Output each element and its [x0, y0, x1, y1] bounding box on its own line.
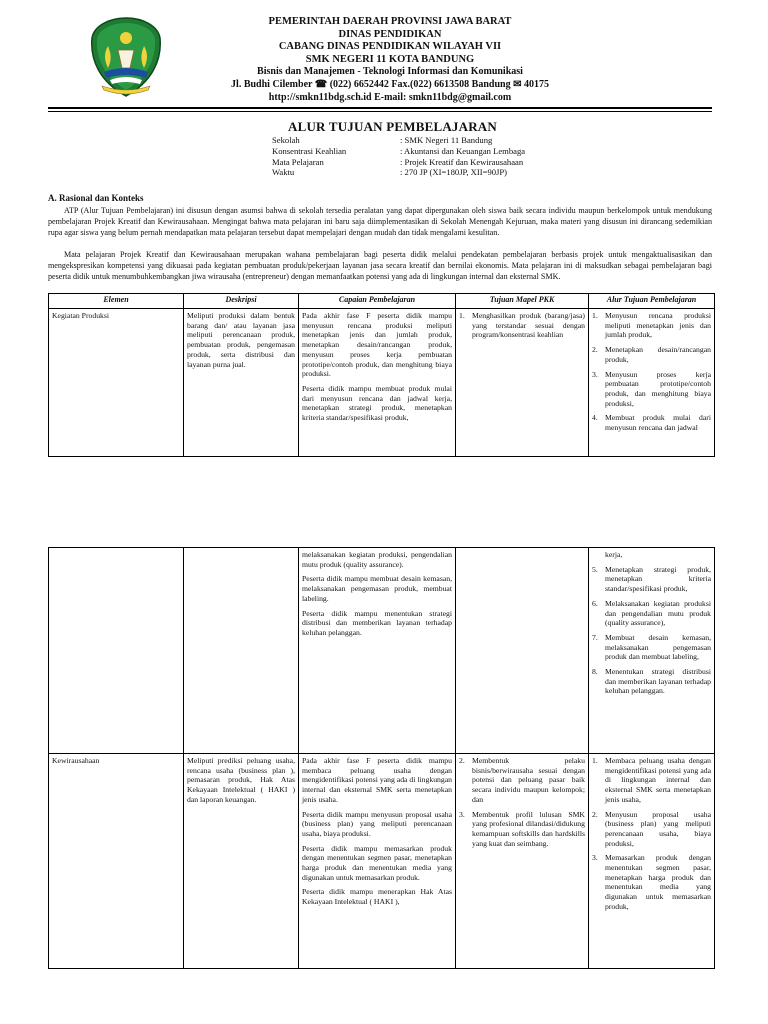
list-item: [592, 599, 711, 628]
list-item: [592, 667, 711, 696]
list-number: 1.: [592, 311, 598, 320]
tujuan-cell: [456, 548, 589, 754]
meta-value: : Akuntansi dan Keuangan Lembaga: [400, 145, 526, 156]
list-number: 2.: [459, 756, 465, 765]
list-text: kerja,: [605, 550, 623, 559]
list-number: 8.: [592, 667, 598, 677]
capaian-paragraph: Peserta didik mampu memasarkan produk dengan menentukan segmen pasar, menetapkan harga produk dan menentukan media yang digunakan untuk memasarkan produk.: [302, 843, 452, 882]
meta-row: [272, 146, 525, 157]
list-item: [592, 810, 711, 849]
alur-cell: [589, 309, 715, 457]
list-number: 4.: [592, 413, 598, 423]
list-text: Menghasilkan produk (barang/jasa) yang terstandar sesuai dengan program/konsentrasi keahlian: [472, 311, 585, 340]
list-text: Membaca peluang usaha dengan mengidentifikasi potensi yang ada di lingkungan internal dan eksternal SMK serta menetapkan jenis usaha,: [605, 756, 711, 804]
list-item: [592, 345, 711, 364]
list-item: [592, 550, 711, 560]
list-text: Memasarkan produk dengan menentukan segmen pasar, menetapkan harga produk dan menentukan media yang digunakan untuk memasarkan produk,: [605, 853, 711, 911]
list-number: 5.: [592, 564, 598, 574]
list-number: 6.: [592, 598, 598, 608]
tujuan-cell: [456, 754, 589, 969]
list-item: [459, 810, 585, 849]
letterhead-line-6: Jl. Budhi Cilember ☎ (022) 6652442 Fax.(022) 6613508 Bandung ✉ 40175: [231, 78, 549, 90]
list-number: 7.: [592, 632, 598, 642]
atp-table-page-1: [48, 293, 715, 457]
meta-key: Waktu: [272, 167, 295, 178]
list-item: [592, 633, 711, 662]
list-number: 2.: [592, 345, 598, 355]
atp-table-page-2: [48, 547, 715, 969]
list-text: Membuat produk mulai dari menyusun rencana dan jadwal: [605, 413, 711, 433]
capaian-paragraph: Peserta didik mampu membuat desain kemasan, melaksanakan pengemasan produk, membuat labeling.: [302, 574, 452, 603]
deskripsi-cell: Meliputi produksi dalam bentuk barang dan/ atau layanan jasa meliputi perencanaan produk, pembuatan produk, pengemasan produk, serta distribusi dan layanan purna jual.: [184, 309, 299, 457]
column-header: Deskripsi: [184, 294, 299, 309]
table-row: [49, 754, 715, 969]
list-number: 2.: [592, 809, 598, 819]
list-item: [592, 311, 711, 340]
column-header: Capaian Pembelajaran: [299, 294, 456, 309]
list-text: Membentuk profil lulusan SMK yang profesional dilandasi/didukung kemampuan softskills dan hardskills yang kuat dan seimbang.: [472, 809, 585, 848]
table-row: [49, 548, 715, 754]
document-meta: [272, 135, 525, 178]
meta-row: [272, 157, 525, 168]
capaian-paragraph: melaksanakan kegiatan produksi, pengendalian mutu produk (quality assurance).: [302, 550, 452, 569]
list-number: 3.: [592, 369, 598, 379]
list-item: [592, 565, 711, 594]
document-title: ALUR TUJUAN PEMBELAJARAN: [288, 119, 497, 134]
section-heading: A. Rasional dan Konteks: [48, 193, 144, 203]
letterhead-line-2: DINAS PENDIDIKAN: [338, 28, 442, 40]
list-text: Menetapkan strategi produk, menetapkan kriteria standar/spesifikasi produk,: [605, 564, 711, 594]
letterhead-line-1: PEMERINTAH DAERAH PROVINSI JAWA BARAT: [268, 16, 512, 27]
alur-cell: [589, 754, 715, 969]
letterhead: [180, 16, 600, 104]
elemen-cell: [49, 548, 184, 754]
paragraph-2: Mata pelajaran Projek Kreatif dan Kewirausahaan merupakan wahana pembelajaran bagi peserta didik melalui pendekatan pembelajaran berbasis projek untuk mengaktualisasikan dan mengekspresikan kompetensi yang dikuasai pada kegiatan pembuatan produk/pekerjaan layanan jasa secara kreatif dan bernilai ekonomis. Mata pelajaran ini di maksudkan sebagai pembelajaran bagi peserta didik untuk menumbuhkembangkan jiwa wirausaha (entrepreneur) dengan memanfaatkan potensi yang ada di lingkungan internal dan eksternal SMK.: [48, 250, 712, 281]
capaian-paragraph: Peserta didik mampu membuat produk mulai dari menyusun rencana dan jadwal kerja, menetapkan strategi produk, menetapkan kriteria standar/spesifikasi produk,: [302, 383, 452, 423]
list-text: Membuat desain kemasan, melaksanakan pengemasan produk dan membuat labeling,: [605, 632, 711, 662]
list-number: 3.: [459, 809, 465, 819]
table-row: [49, 309, 715, 457]
capaian-paragraph: Pada akhir fase F peserta didik mampu menyusun rencana produksi meliputi menetapkan jenis dan jumlah produk, menetapkan desain/rancangan produk, menyusun proses kerja pembuatan prototipe/contoh produk, dan menghitung biaya produksi.: [302, 311, 452, 379]
list-text: Menetapkan desain/rancangan produk,: [605, 345, 711, 364]
meta-value: : Projek Kreatif dan Kewirausahaan: [400, 156, 524, 167]
meta-row: [272, 135, 525, 146]
deskripsi-cell: Meliputi prediksi peluang usaha, rencana usaha (business plan ), pemasaran produk, Hak Atas Kekayaan Intelektual ( HAKI ) dan laporan keuangan.: [184, 754, 299, 969]
list-item: [459, 311, 585, 340]
column-header: Elemen: [49, 294, 184, 309]
list-item: [592, 413, 711, 432]
elemen-cell: Kegiatan Produksi: [49, 309, 184, 457]
column-header: Tujuan Mapel PKK: [456, 294, 589, 309]
paragraph-1: ATP (Alur Tujuan Pembelajaran) ini disusun dengan asumsi bahwa di sekolah tersedia peralatan yang dapat dipergunakan oleh siswa baik secara individu maupun berkelompok untuk mendukung pembelajaran Projek Kreatif dan Kewirausahaan. Mengingat bahwa mata pelajaran ini baru saja diimplementasikan di Sekolah Menengah Kejuruan, maka materi yang disusun ini dirancang sedemikian rupa agar siswa yang belum pernah mendapatkan mata pelajaran tersebut dapat mempelajari dengan mudah dan tidak mengalami kesulitan.: [48, 206, 712, 237]
column-header: Alur Tujuan Pembelajaran: [589, 294, 715, 309]
letterhead-line-7: http://smkn11bdg.sch.id E-mail: smkn11bdg@gmail.com: [268, 91, 512, 103]
capaian-cell: [299, 548, 456, 754]
list-text: Menyusun proposal usaha (business plan) yang meliputi perencanaan usaha, biaya produksi,: [605, 809, 711, 848]
alur-cell: [589, 548, 715, 754]
table-header-row: [49, 294, 715, 309]
list-number: 1.: [459, 311, 465, 320]
list-item: [592, 853, 711, 911]
deskripsi-cell: [184, 548, 299, 754]
list-text: Menyusun proses kerja pembuatan prototipe/contoh produk, dan menghitung biaya produksi,: [605, 369, 711, 408]
meta-row: [272, 167, 525, 178]
tujuan-cell: [456, 309, 589, 457]
capaian-cell: [299, 309, 456, 457]
meta-key: Sekolah: [272, 135, 300, 145]
letterhead-rule-thick: [48, 107, 712, 109]
list-item: [592, 370, 711, 409]
letterhead-line-5: Bisnis dan Manajemen - Teknologi Informasi dan Komunikasi: [257, 66, 523, 78]
capaian-paragraph: Peserta didik mampu menentukan strategi distribusi dan memberikan layanan terhadap keluhan pelanggan.: [302, 608, 452, 637]
list-number: 1.: [592, 756, 598, 765]
meta-key: Mata Pelajaran: [272, 156, 324, 167]
letterhead-line-4: SMK NEGERI 11 KOTA BANDUNG: [305, 53, 475, 65]
list-text: Menyusun rencana produksi meliputi menetapkan jenis dan jumlah produk,: [605, 311, 711, 340]
list-number: 3.: [592, 853, 598, 863]
list-text: Membentuk pelaku bisnis/berwirausaha sesuai dengan potensi dan peluang pasar baik secara individu maupun kelompok; dan: [472, 756, 585, 804]
list-text: Menentukan strategi distribusi dan memberikan layanan terhadap keluhan pelanggan.: [605, 667, 711, 696]
elemen-cell: Kewirausahaan: [49, 754, 184, 969]
jawa-barat-emblem: [88, 16, 164, 98]
list-item: [592, 756, 711, 805]
meta-key: Konsentrasi Keahlian: [272, 145, 347, 156]
letterhead-rule-thin: [48, 111, 712, 112]
capaian-cell: [299, 754, 456, 969]
meta-value: : 270 JP (XI=180JP, XII=90JP): [400, 167, 508, 178]
capaian-paragraph: Peserta didik mampu menerapkan Hak Atas Kekayaan Intelektual ( HAKI ),: [302, 887, 452, 907]
list-item: [459, 756, 585, 805]
list-text: Melaksanakan kegiatan produksi dan pengendalian mutu produk (quality assurance),: [605, 598, 711, 628]
capaian-paragraph: Pada akhir fase F peserta didik mampu membaca peluang usaha dengan mengidentifikasi potensi yang ada di lingkungan internal dan eksternal SMK serta menetapkan jenis usaha.: [302, 756, 452, 804]
capaian-paragraph: Peserta didik mampu menyusun proposal usaha (business plan) yang meliputi perencanaan usaha, biaya produksi.: [302, 809, 452, 838]
letterhead-line-3: CABANG DINAS PENDIDIKAN WILAYAH VII: [278, 41, 502, 53]
meta-value: : SMK Negeri 11 Bandung: [400, 135, 493, 145]
